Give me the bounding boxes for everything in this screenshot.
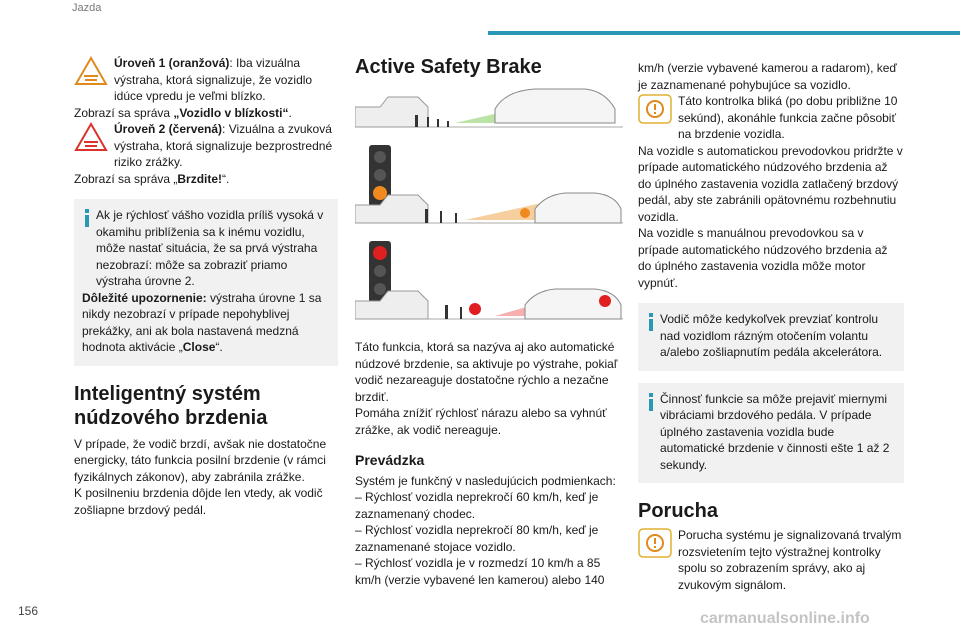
condition-1: – Rýchlosť vozidla neprekročí 60 km/h, keď je zaznamenaný chodec. — [355, 490, 599, 521]
emergency-brake-lamp-icon — [638, 528, 672, 558]
level2-msg-suffix: “. — [222, 171, 230, 186]
info-icon — [648, 393, 654, 411]
info2-text: Činnosť funkcie sa môže prejaviť miernymi vibráciami brzdového pedála. V prípade úplného zastavenia vozidla bude automatické brzdenie v činnosti ešte 1 až 2 sekundy. — [660, 391, 890, 472]
info-icon — [648, 313, 654, 331]
fault-block — [638, 527, 904, 593]
illustration-level2 — [355, 241, 623, 331]
info-warning-text: výstraha úrovne 1 sa nikdy nezobrazí v prípade nepohyblivej prekážky, ani ak bola nastavená medzná hodnota aktivácie „ — [82, 290, 322, 354]
intelligent-brake-body1: V prípade, že vodič brzdí, avšak nie dostatočne energicky, táto funkcia posilní brzdenie (v rámci fyzikálnych zákonov), aby zabránila zrážke. — [74, 436, 327, 484]
level1-text: : Iba vizuálna výstraha, ktorá signalizuje, že vozidlo idúce vpredu je veľmi blízko. — [114, 56, 313, 103]
level2-text: : Vizuálna a zvuková výstraha, ktorá signalizuje bezprostredné riziko zrážky. — [114, 122, 333, 169]
level1-msg-prefix: Zobrazí sa správa — [74, 105, 174, 120]
collision-warning-orange-icon — [74, 56, 108, 86]
lamp-block — [638, 93, 904, 143]
column-3 — [638, 60, 904, 593]
info-warning-suffix: “. — [215, 340, 223, 354]
page-number: 156 — [18, 604, 39, 618]
section-heading-porucha: Porucha — [638, 500, 719, 522]
column-1 — [74, 55, 338, 518]
info-box — [74, 199, 338, 366]
info-box-driver-control — [638, 303, 904, 371]
info1-text: Vodič môže kedykoľvek prevziať kontrolu nad vozidlom rázným otočením volantu a/alebo zošliapnutím pedála akcelerátora. — [660, 312, 883, 359]
condition-2: – Rýchlosť vozidla neprekročí 80 km/h, keď je zaznamenané stojace vozidlo. — [355, 523, 599, 554]
header-accent-bar — [488, 31, 960, 35]
header-section-title: Jazda — [72, 2, 102, 14]
auto-gearbox-text: Na vozidle s automatickou prevodovkou pridržte v prípade automatického núdzového brzdenia až do úplného zastavenia vozidla zatlačený brzdový pedál, aby ste zabránili opätovnému rozbehnutiu vozidla. — [638, 143, 903, 224]
emergency-brake-lamp-icon — [638, 94, 672, 124]
collision-warning-red-icon — [74, 122, 108, 152]
section-heading-intelligent-brake: Inteligentný systém núdzového brzdenia — [74, 382, 268, 429]
info-box-vibration — [638, 383, 904, 484]
info-text: Ak je rýchlosť vášho vozidla príliš vysoká v okamihu priblíženia sa k inému vozidlu, môže nastať situácia, že sa prvá výstraha nezobrazí: môže sa zobraziť priamo výstraha úrovne 2. — [96, 208, 324, 288]
section-heading-active-safety-brake: Active Safety Brake — [355, 56, 542, 78]
manual-gearbox-text: Na vozidle s manuálnou prevodovkou sa v prípade automatického núdzového brzdenia až do úplného zastavenia vozidla môže motor vypnúť. — [638, 226, 888, 290]
intelligent-brake-body2: K posilneniu brzdenia dôjde len vtedy, ak vodič zošliapne brzdový pedál. — [74, 486, 323, 517]
watermark: carmanualsonline.info — [700, 610, 870, 627]
lamp-text: Táto kontrolka bliká (po dobu približne 10 sekúnd), akonáhle funkcia začne pôsobiť na brzdenie vozidla. — [678, 94, 898, 141]
level1-message: „Vozidlo v blízkosti“ — [173, 105, 289, 120]
condition-3: – Rýchlosť vozidla je v rozmedzí 10 km/h a 85 km/h (verzie vybavené len kamerou) alebo 140 — [355, 556, 605, 587]
fault-text: Porucha systému je signalizovaná trvalým rozsvietením tejto výstražnej kontrolky spolu so zobrazením správy, ako aj zvukovým signálom. — [678, 528, 902, 592]
illustration-level1 — [355, 145, 623, 235]
column-2 — [355, 55, 623, 588]
info-warning-title: Dôležité upozornenie: — [82, 290, 207, 305]
subheading-prevadzka: Prevádzka — [355, 452, 425, 468]
asb-body1: Táto funkcia, ktorá sa nazýva aj ako automatické núdzové brzdenie, sa aktivuje po výstrahe, pokiaľ vodič nezareaguje dostatočne rýchlo a nezačne brzdiť. — [355, 340, 618, 404]
level2-title: Úroveň 2 (červená) — [114, 122, 223, 136]
info-warning-value: Close — [182, 340, 216, 354]
level1-msg-suffix: . — [288, 105, 292, 120]
level2-block — [74, 121, 338, 171]
level2-msg-prefix: Zobrazí sa správa „ — [74, 171, 178, 186]
asb-body2: Pomáha znížiť rýchlosť nárazu alebo sa vyhnúť zrážke, ak vodič nereaguje. — [355, 406, 607, 437]
level1-title: Úroveň 1 (oranžová) — [114, 56, 230, 70]
condition-3-continued: km/h (verzie vybavené kamerou a radarom), keď je zaznamenané pohybujúce sa vozidlo. — [638, 61, 897, 92]
level2-message: Brzdite! — [177, 171, 223, 186]
info-icon — [84, 209, 90, 227]
asb-body3: Systém je funkčný v nasledujúcich podmienkach: — [355, 473, 616, 488]
illustration-approach — [355, 87, 623, 139]
level1-block — [74, 55, 338, 105]
